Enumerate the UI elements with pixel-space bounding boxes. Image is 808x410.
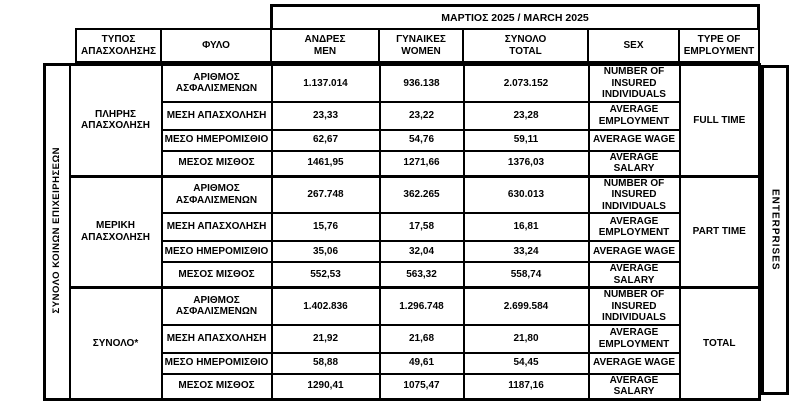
header-sex-gr	[161, 29, 271, 62]
value-total: 630.013	[464, 176, 589, 213]
value-men: 35,06	[272, 241, 380, 262]
metric-label-en: AVERAGE EMPLOYMENT	[589, 325, 680, 353]
value-total: 1376,03	[464, 151, 589, 177]
group-label-full-time-gr: ΠΛΗΡΗΣ ΑΠΑΣΧΟΛΗΣΗ	[70, 65, 162, 177]
month-banner: ΜΑΡΤΙΟΣ 2025 / MARCH 2025	[270, 4, 760, 28]
value-men: 1.402.836	[272, 288, 380, 325]
value-total: 2.073.152	[464, 65, 589, 102]
value-total: 33,24	[464, 241, 589, 262]
value-men: 552,53	[272, 262, 380, 288]
value-men: 58,88	[272, 353, 380, 374]
value-women: 1.296.748	[380, 288, 464, 325]
header-sex-en	[588, 29, 679, 62]
header-total-gr: ΣΥΝΟΛΟ	[504, 34, 547, 45]
column-header-row	[75, 28, 760, 63]
metric-label-gr: ΜΕΣΟ ΗΜΕΡΟΜΙΣΘΙΟ	[162, 353, 272, 374]
value-men: 1.137.014	[272, 65, 380, 102]
value-men: 1290,41	[272, 374, 380, 400]
header-men-gr: ΑΝΔΡΕΣ	[304, 34, 346, 45]
group-label-full-time-en: FULL TIME	[680, 65, 760, 177]
value-total: 1187,16	[464, 374, 589, 400]
left-vertical-label: ΣΥΝΟΛΟ ΚΟΙΝΩΝ ΕΠΙΧΕΙΡΗΣΕΩΝ	[50, 146, 62, 314]
metric-label-gr: ΜΕΣΟ ΗΜΕΡΟΜΙΣΘΙΟ	[162, 241, 272, 262]
group-label-part-time-en: PART TIME	[680, 176, 760, 288]
value-women: 23,22	[380, 102, 464, 130]
metric-label-gr: ΜΕΣΗ ΑΠΑΣΧΟΛΗΣΗ	[162, 102, 272, 130]
value-men: 1461,95	[272, 151, 380, 177]
metric-label-en: AVERAGE WAGE	[589, 353, 680, 374]
value-women: 49,61	[380, 353, 464, 374]
value-total: 2.699.584	[464, 288, 589, 325]
header-type-of-employment-gr	[76, 29, 161, 62]
value-men: 21,92	[272, 325, 380, 353]
metric-label-en: AVERAGE EMPLOYMENT	[589, 102, 680, 130]
metric-label-gr: ΜΕΣΟΣ ΜΙΣΘΟΣ	[162, 151, 272, 177]
header-women-gr: ΓΥΝΑΙΚΕΣ	[396, 34, 446, 45]
metric-label-en: AVERAGE WAGE	[589, 130, 680, 151]
metric-label-gr: ΜΕΣΗ ΑΠΑΣΧΟΛΗΣΗ	[162, 213, 272, 241]
metric-label-en: AVERAGE SALARY	[589, 374, 680, 400]
value-women: 32,04	[380, 241, 464, 262]
metric-label-gr: ΜΕΣΟ ΗΜΕΡΟΜΙΣΘΙΟ	[162, 130, 272, 151]
value-total: 54,45	[464, 353, 589, 374]
value-total: 21,80	[464, 325, 589, 353]
metric-label-en: NUMBER OF INSURED INDIVIDUALS	[589, 65, 680, 102]
header-type-en-line1: TYPE OF	[697, 34, 741, 45]
metric-label-en: AVERAGE SALARY	[589, 151, 680, 177]
metric-label-en: NUMBER OF INSURED INDIVIDUALS	[589, 176, 680, 213]
right-vertical-label: ENTERPRISES	[769, 189, 781, 271]
header-men	[271, 29, 379, 62]
value-men: 23,33	[272, 102, 380, 130]
value-total: 23,28	[464, 102, 589, 130]
metric-label-en: AVERAGE WAGE	[589, 241, 680, 262]
metric-label-gr: ΜΕΣΗ ΑΠΑΣΧΟΛΗΣΗ	[162, 325, 272, 353]
header-sex-en-label: SEX	[623, 39, 644, 51]
value-total: 558,74	[464, 262, 589, 288]
metric-label-gr: ΜΕΣΟΣ ΜΙΣΘΟΣ	[162, 374, 272, 400]
employment-data-table	[43, 63, 761, 401]
metric-label-en: AVERAGE EMPLOYMENT	[589, 213, 680, 241]
value-men: 62,67	[272, 130, 380, 151]
header-type-en-line2: EMPLOYMENT	[683, 45, 755, 57]
value-women: 563,32	[380, 262, 464, 288]
group-label-total-gr: ΣΥΝΟΛΟ*	[70, 288, 162, 400]
value-total: 59,11	[464, 130, 589, 151]
metric-label-gr: ΑΡΙΘΜΟΣ ΑΣΦΑΛΙΣΜΕΝΩΝ	[162, 176, 272, 213]
header-women	[379, 29, 463, 62]
metric-label-gr: ΑΡΙΘΜΟΣ ΑΣΦΑΛΙΣΜΕΝΩΝ	[162, 288, 272, 325]
value-women: 1271,66	[380, 151, 464, 177]
header-type-of-employment-en	[679, 29, 759, 62]
value-women: 17,58	[380, 213, 464, 241]
header-men-en: MEN	[313, 45, 337, 57]
metric-label-gr: ΜΕΣΟΣ ΜΙΣΘΟΣ	[162, 262, 272, 288]
value-women: 21,68	[380, 325, 464, 353]
value-women: 362.265	[380, 176, 464, 213]
header-sex-gr-label: ΦΥΛΟ	[202, 39, 230, 51]
value-men: 267.748	[272, 176, 380, 213]
header-type-gr-label: ΤΥΠΟΣ ΑΠΑΣΧΟΛΗΣΗΣ	[81, 34, 156, 57]
group-label-part-time-gr: ΜΕΡΙΚΗ ΑΠΑΣΧΟΛΗΣΗ	[70, 176, 162, 288]
header-total-en: TOTAL	[509, 45, 542, 57]
metric-label-en: AVERAGE SALARY	[589, 262, 680, 288]
right-vertical-strip	[761, 65, 789, 395]
value-women: 936.138	[380, 65, 464, 102]
metric-label-gr: ΑΡΙΘΜΟΣ ΑΣΦΑΛΙΣΜΕΝΩΝ	[162, 65, 272, 102]
value-men: 15,76	[272, 213, 380, 241]
metric-label-en: NUMBER OF INSURED INDIVIDUALS	[589, 288, 680, 325]
group-label-total-en: TOTAL	[680, 288, 760, 400]
value-women: 54,76	[380, 130, 464, 151]
header-total	[463, 29, 588, 62]
value-women: 1075,47	[380, 374, 464, 400]
value-total: 16,81	[464, 213, 589, 241]
header-women-en: WOMEN	[401, 45, 441, 57]
left-vertical-strip	[45, 65, 70, 400]
